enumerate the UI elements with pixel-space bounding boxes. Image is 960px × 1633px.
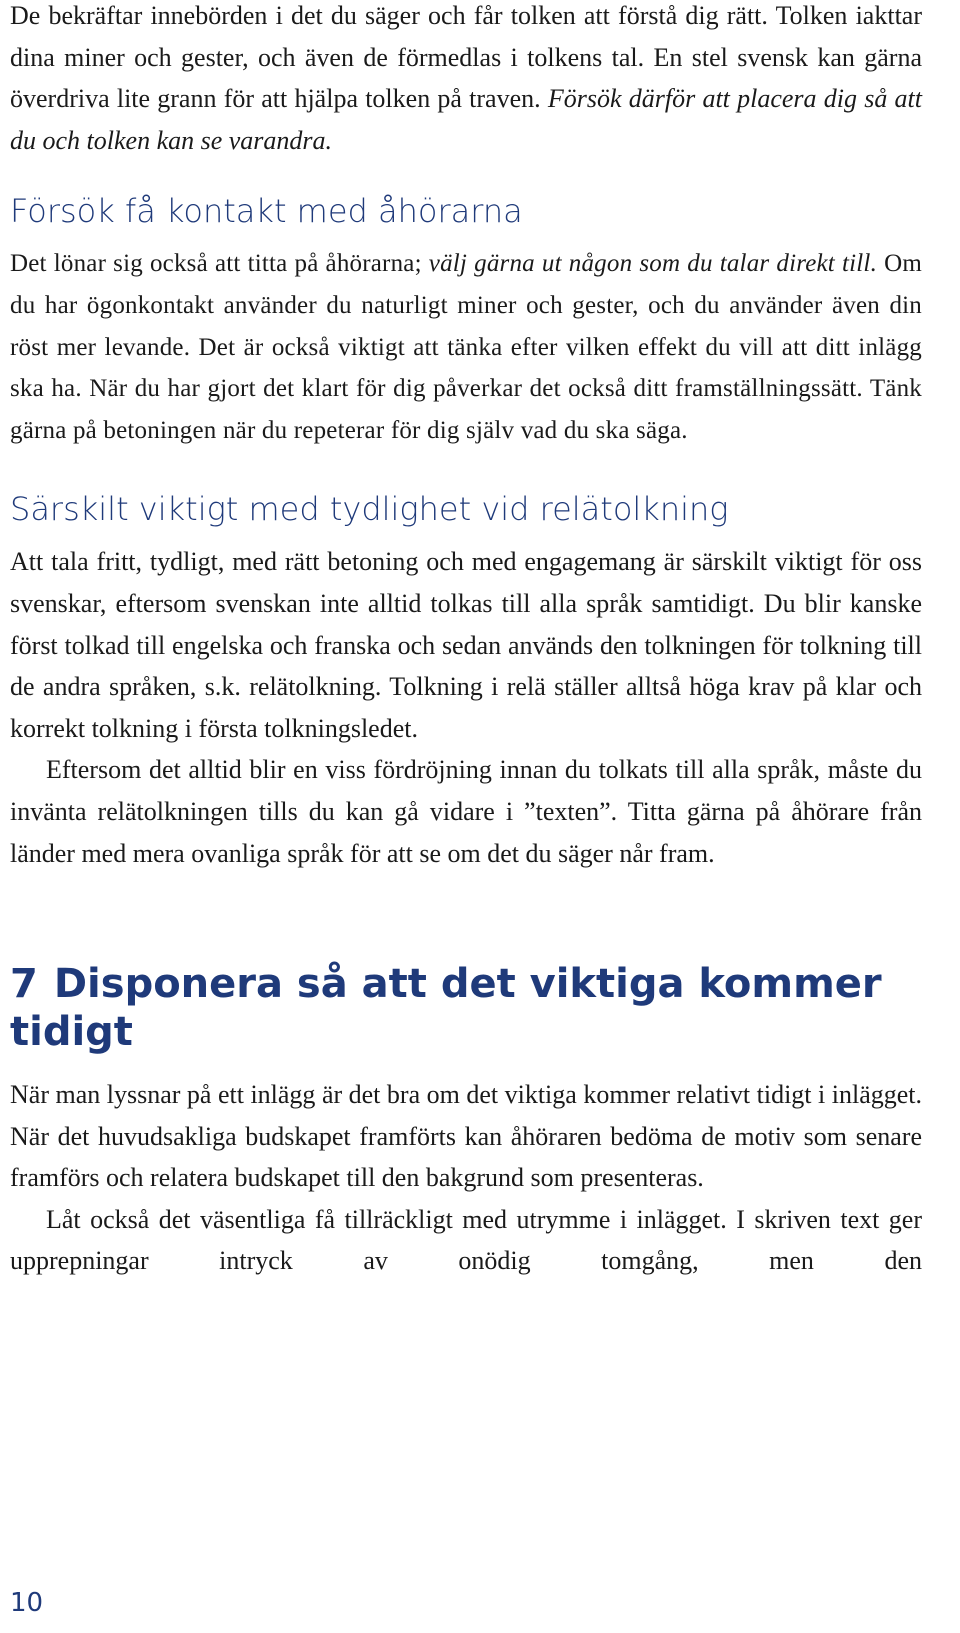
chapter7-paragraph-1: När man lyssnar på ett inlägg är det bra om det viktiga kommer relativt tidigt i inlägget. När det huvudsakliga budskapet framförts kan åhöraren bedöma de motiv som senare framförs och relatera budskapet till den bakgrund som presenteras. [10, 1080, 922, 1193]
chapter-number: 7 [10, 961, 38, 1008]
intro-paragraph [10, 0, 922, 161]
section1-emphasis: välj gärna ut någon som du talar direkt till. [428, 250, 878, 278]
section2-paragraph-2: Eftersom det alltid blir en viss fördröjning innan du tolkats till alla språk, måste du invänta relätolkningen tills du kan gå vidare i ”texten”. Titta gärna på åhörare från länder med mera ovanliga språk för att se om det du säger når fram. [10, 755, 922, 868]
section1-text-end: Om du har ögonkontakt använder du naturligt miner och gester, och du använder även din röst mer levande. Det är också viktigt att tänka efter vilken effekt du vill att ditt inlägg ska ha. När du har gjort det klart för dig påverkar det också ditt framställningssätt. Tänk gärna på betoningen när du repeterar för dig själv vad du ska säga. [10, 250, 922, 444]
section1-paragraph [10, 243, 922, 451]
chapter7-paragraph-2: Låt också det väsentliga få tillräckligt med utrymme i inlägget. I skriven text ger upprepningar intryck av onödig tomgång, men den [10, 1204, 922, 1276]
intro-emphasis: Försök därför att placera dig så att du och tolken kan se varandra. [10, 84, 922, 155]
chapter-heading [10, 960, 922, 1056]
page-number: 10 [10, 1588, 44, 1618]
section1-text-start: Det lönar sig också att titta på åhörarna; [10, 250, 429, 278]
section2-paragraph-1: Att tala fritt, tydligt, med rätt betoning och med engagemang är särskilt viktigt för oss svenskar, eftersom svenskan inte alltid tolkas till alla språk samtidigt. Du blir kanske först tolkad till engelska och franska och sedan används den tolkningen för tolkning till de andra språken, s.k. relätolkning. Tolkning i relä ställer alltså höga krav på klar och korrekt tolkning i första tolkningsledet. [10, 547, 922, 743]
chapter-title: Disponera så att det viktiga kommer tidigt [10, 961, 882, 1056]
intro-text: De bekräftar innebörden i det du säger och får tolken att förstå dig rätt. Tolken iakttar dina miner och gester, och även de förmedlas i tolkens tal. En stel svensk kan gärna överdriva lite grann för att hjälpa tolken på traven. [10, 1, 922, 114]
section-heading-relay: Särskilt viktigt med tydlighet vid relätolkning [10, 490, 729, 529]
section-heading-contact: Försök få kontakt med åhörarna [10, 192, 523, 231]
document-page [10, 0, 922, 1282]
